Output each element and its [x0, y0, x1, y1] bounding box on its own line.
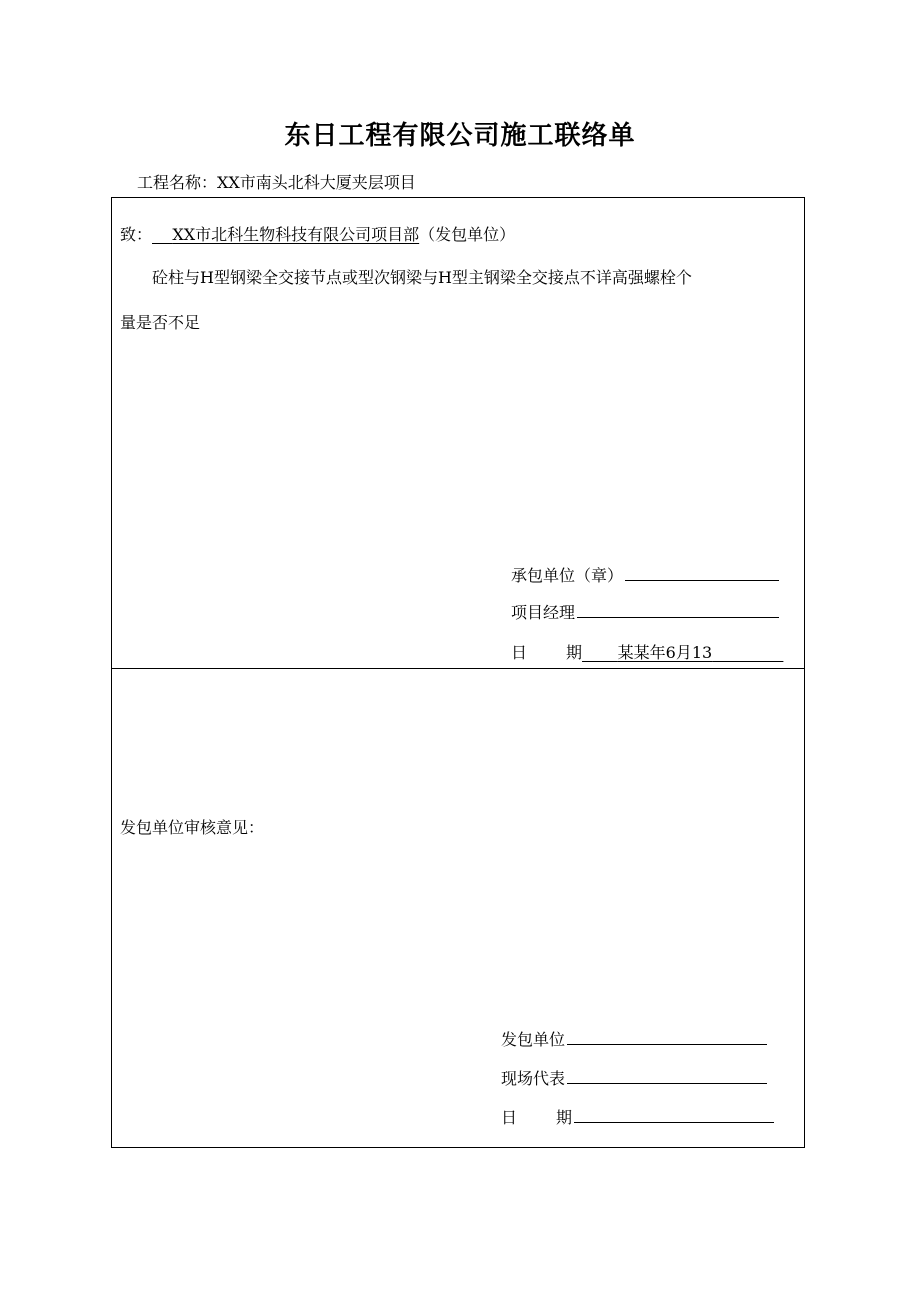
addressee-row [120, 222, 515, 248]
addressee-suffix: （发包单位） [419, 225, 516, 244]
project-manager-row [511, 599, 779, 626]
review-section [111, 668, 805, 1148]
content-line-1: 砼柱与H型钢梁全交接节点或型次钢梁与H型主钢梁全交接点不详高强螺栓个 [152, 268, 692, 287]
employer-blank[interactable] [567, 1026, 767, 1045]
review-opinion-label: 发包单位审核意见： [120, 818, 265, 837]
contractor-seal-row [511, 562, 779, 589]
site-rep-label: 现场代表 [501, 1069, 566, 1088]
project-name-value: XX市南头北科大厦夹层项目 [217, 173, 416, 192]
review-date-blank[interactable] [574, 1104, 774, 1123]
project-manager-label: 项目经理 [511, 603, 576, 622]
addressee-label: 致： [120, 225, 153, 244]
date-label-1: 日 [511, 643, 528, 662]
addressee-value: XX市北科生物科技有限公司项目部 [172, 225, 420, 244]
contractor-seal-blank[interactable] [625, 562, 779, 581]
employer-label: 发包单位 [501, 1030, 566, 1049]
document-title: 东日工程有限公司施工联络单 [284, 121, 636, 151]
site-rep-row [501, 1065, 767, 1092]
date-label-2: 期 [566, 643, 583, 662]
employer-row [501, 1026, 767, 1053]
review-date-label-1: 日 [501, 1108, 518, 1127]
date-row [511, 640, 783, 666]
contact-section [111, 197, 805, 669]
date-value: 某某年6月13 [617, 643, 713, 662]
content-line-2: 量是否不足 [120, 313, 201, 332]
project-manager-blank[interactable] [577, 599, 779, 618]
review-date-label-2: 期 [556, 1108, 573, 1127]
project-name-row [137, 170, 416, 196]
review-date-row [501, 1104, 774, 1131]
contractor-seal-label: 承包单位（章） [511, 566, 624, 585]
project-name-label: 工程名称： [137, 173, 218, 192]
site-rep-blank[interactable] [567, 1065, 767, 1084]
